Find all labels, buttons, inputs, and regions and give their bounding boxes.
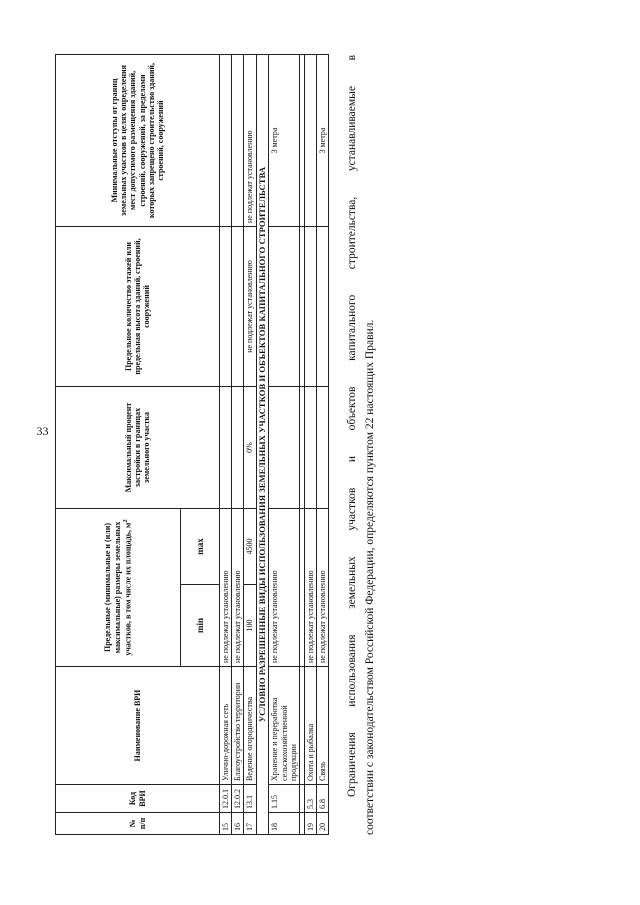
cell-setback: [232, 54, 244, 226]
cell-code: 12.0.1: [220, 785, 232, 813]
cell-num: 16: [232, 813, 244, 835]
cell-percent: 0%: [244, 386, 256, 508]
header-row: [56, 54, 181, 834]
cell-percent: [304, 386, 316, 508]
cell-size: не подлежат установлению: [317, 508, 329, 666]
header-num: № п/п: [56, 813, 220, 835]
cell-code: 1.15: [269, 785, 300, 813]
rotated-page: [55, 55, 635, 835]
cell-name: Улично-дорожная сеть: [220, 667, 232, 785]
cell-num: 17: [244, 813, 256, 835]
cell-num: 18: [269, 813, 300, 835]
cell-name: Ведение огородничества: [244, 667, 256, 785]
cell-code: 12.0.2: [232, 785, 244, 813]
cell-floors: не подлежат установлению: [244, 226, 256, 386]
cell-name: Благоустройство территории: [232, 667, 244, 785]
cell-code: 5.3: [304, 785, 316, 813]
table-row: [304, 54, 316, 834]
header-name: Наименование ВРИ: [56, 667, 220, 785]
note-line-1: Ограничения использования земельных участков и объектов капитального строительства, устанавливаемые в: [346, 55, 358, 797]
cell-floors: [269, 226, 300, 386]
cell-code: 13.1: [244, 785, 256, 813]
cell-setback: 3 метра: [317, 54, 329, 226]
header-min: min: [181, 585, 220, 667]
header-size: Предельные (минимальные и (или) максимальные) размеры земельных участков, в том числе их площадь, $м^2$: [56, 508, 181, 666]
cell-max: 4500: [244, 508, 256, 584]
cell-floors: [304, 226, 316, 386]
cell-code: 6.8: [317, 785, 329, 813]
cell-name: Хранение и переработка сельскохозяйственной продукции: [269, 667, 300, 785]
cell-name: Связь: [317, 667, 329, 785]
header-code: Код ВРИ: [56, 785, 220, 813]
cell-size: не подлежат установлению: [220, 508, 232, 666]
cell-min: 100: [244, 585, 256, 667]
table-row: [232, 54, 244, 834]
cell-floors: [220, 226, 232, 386]
zoning-table: [55, 54, 329, 835]
note-line-2: соответствии с законодательством Российской Федерации, определяются пунктом 22 настоящих Правил.: [364, 319, 376, 835]
cell-setback: [304, 54, 316, 226]
cell-size: не подлежат установлению: [232, 508, 244, 666]
header-floors: Предельное количество этажей или предельная высота зданий, строений, сооружений: [56, 226, 220, 386]
table-row: [244, 54, 256, 834]
cell-num: 19: [304, 813, 316, 835]
section-title: УСЛОВНО РАЗРЕШЕННЫЕ ВИДЫ ИСПОЛЬЗОВАНИЯ ЗЕМЕЛЬНЫХ УЧАСТКОВ И ОБЪЕКТОВ КАПИТАЛЬНОГО СТРОИТЕЛЬСТВА: [256, 54, 269, 834]
cell-setback: [220, 54, 232, 226]
table-row: [317, 54, 329, 834]
section-row: [256, 54, 269, 834]
cell-setback: 3 метра: [269, 54, 300, 226]
header-percent: Максимальный процент застройки в границах земельного участка: [56, 386, 220, 508]
cell-percent: [232, 386, 244, 508]
cell-floors: [317, 226, 329, 386]
cell-size: не подлежат установлению: [269, 508, 300, 666]
table-row: [269, 54, 300, 834]
table-row: [220, 54, 232, 834]
header-setback: Минимальные отступы от границ земельных участков в целях определения мест допустимого размещения зданий, строений, сооружений, за пределами которых запрещено строительство зданий, строений, сооружений: [56, 54, 220, 226]
header-max: max: [181, 508, 220, 584]
cell-percent: [269, 386, 300, 508]
cell-floors: [232, 226, 244, 386]
restrictions-note: [343, 55, 379, 835]
page-number: 33: [36, 424, 49, 438]
cell-num: 15: [220, 813, 232, 835]
cell-setback: не подлежат установлению: [244, 54, 256, 226]
cell-percent: [220, 386, 232, 508]
cell-num: 20: [317, 813, 329, 835]
cell-name: Охота и рыбалка: [304, 667, 316, 785]
cell-size: не подлежат установлению: [304, 508, 316, 666]
cell-percent: [317, 386, 329, 508]
